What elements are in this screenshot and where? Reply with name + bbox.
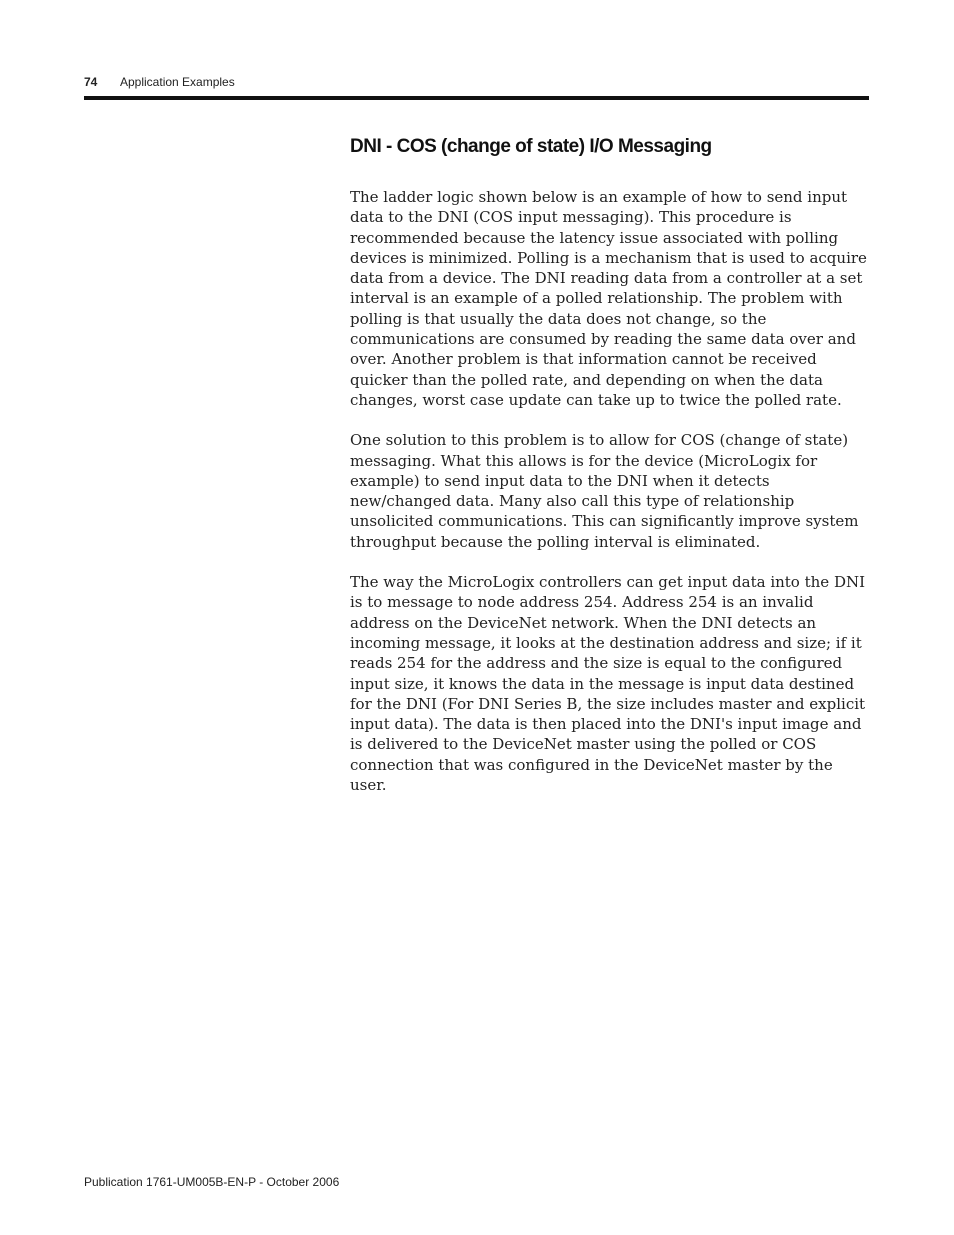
page-header bbox=[84, 73, 869, 91]
page-footer: Publication 1761-UM005B-EN-P - October 2006 bbox=[84, 1175, 340, 1189]
running-head: Application Examples bbox=[120, 75, 235, 89]
paragraph-2: One solution to this problem is to allow for COS (change of state) messaging. What this allows is for the device (MicroLogix for example) to send input data to the DNI when it detects new/changed data. Many also call this type of relationship unsolicited communications. This can significantly improve system throughput because the polling interval is eliminated. bbox=[350, 431, 859, 551]
paragraph-1: The ladder logic shown below is an example of how to send input data to the DNI (COS input messaging). This procedure is recommended because the latency issue associated with polling devices is minimized. Polling is a mechanism that is used to acquire data from a device. The DNI reading data from a controller at a set interval is an example of a polled relationship. The problem with polling is that usually the data does not change, so the communications are consumed by reading the same data over and over. Another problem is that information cannot be received quicker than the polled rate, and depending on when the data changes, worst case update can take up to twice the polled rate. bbox=[350, 188, 867, 409]
header-rule bbox=[84, 96, 869, 100]
page-number: 74 bbox=[84, 75, 98, 89]
paragraph-3: The way the MicroLogix controllers can get input data into the DNI is to message to node address 254. Address 254 is an invalid address on the DeviceNet network. When the DNI detects an incoming message, it looks at the destination address and size; if it reads 254 for the address and the size is equal to the configured input size, it knows the data in the message is input data destined for the DNI (For DNI Series B, the size includes master and explicit input data). The data is then placed into the DNI's input image and is delivered to the DeviceNet master using the polled or COS connection that was configured in the DeviceNet master by the user. bbox=[350, 573, 866, 795]
section-title: DNI - COS (change of state) I/O Messaging bbox=[350, 136, 712, 157]
section-body bbox=[350, 187, 870, 815]
